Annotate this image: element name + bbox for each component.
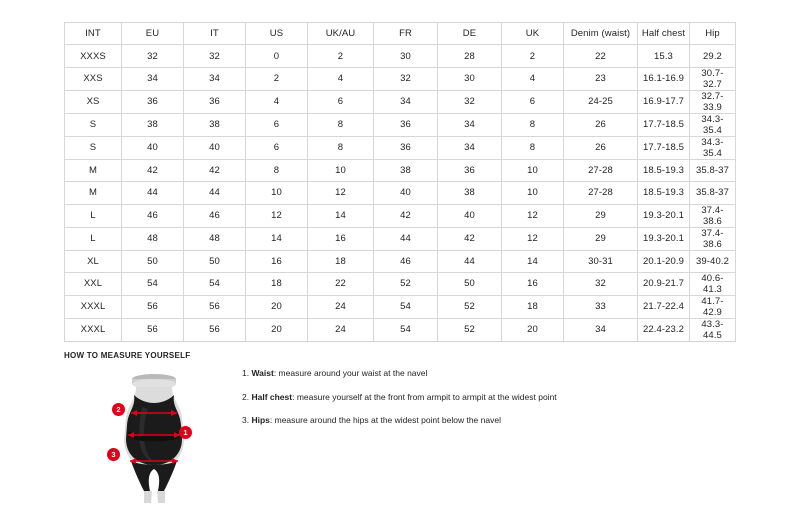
cell-it: 32	[184, 45, 246, 67]
cell-int: L	[65, 227, 122, 250]
cell-uk-au: 14	[308, 204, 374, 227]
cell-de: 50	[438, 272, 502, 295]
cell-us: 16	[246, 250, 308, 272]
cell-us: 6	[246, 136, 308, 159]
cell-uk: 2	[502, 45, 564, 67]
cell-de: 30	[438, 67, 502, 90]
table-row	[65, 250, 736, 272]
cell-it: 46	[184, 204, 246, 227]
cell-uk: 6	[502, 90, 564, 113]
table-row	[65, 113, 736, 136]
cell-uk: 12	[502, 204, 564, 227]
cell-fr: 38	[374, 159, 438, 181]
cell-denim-waist: 26	[564, 113, 638, 136]
cell-us: 20	[246, 318, 308, 341]
cell-uk: 14	[502, 250, 564, 272]
cell-fr: 40	[374, 182, 438, 204]
cell-half-chest: 15.3	[638, 45, 690, 67]
cell-uk-au: 4	[308, 67, 374, 90]
column-header-us: US	[246, 23, 308, 45]
measure-bullet-2: 2	[112, 403, 125, 416]
column-header-hip: Hip	[690, 23, 736, 45]
measure-step-number-3: 3.	[242, 415, 250, 425]
cell-it: 54	[184, 272, 246, 295]
column-header-half-chest: Half chest	[638, 23, 690, 45]
cell-denim-waist: 23	[564, 67, 638, 90]
cell-hip: 37.4-38.6	[690, 227, 736, 250]
cell-fr: 30	[374, 45, 438, 67]
cell-eu: 34	[122, 67, 184, 90]
cell-denim-waist: 27-28	[564, 182, 638, 204]
table-row	[65, 272, 736, 295]
cell-uk-au: 16	[308, 227, 374, 250]
cell-us: 2	[246, 67, 308, 90]
cell-half-chest: 16.1-16.9	[638, 67, 690, 90]
column-header-eu: EU	[122, 23, 184, 45]
cell-half-chest: 22.4-23.2	[638, 318, 690, 341]
cell-fr: 52	[374, 272, 438, 295]
cell-eu: 40	[122, 136, 184, 159]
measure-step-waist	[242, 368, 742, 379]
cell-denim-waist: 34	[564, 318, 638, 341]
cell-de: 34	[438, 113, 502, 136]
measure-step-term-1: Waist	[251, 368, 274, 378]
cell-int: L	[65, 204, 122, 227]
cell-half-chest: 17.7-18.5	[638, 113, 690, 136]
cell-us: 8	[246, 159, 308, 181]
cell-de: 36	[438, 159, 502, 181]
measure-step-text-3: : measure around the hips at the widest point below the navel	[269, 415, 501, 425]
cell-int: S	[65, 136, 122, 159]
column-header-it: IT	[184, 23, 246, 45]
cell-uk: 8	[502, 113, 564, 136]
how-to-measure-heading: HOW TO MEASURE YOURSELF	[64, 351, 191, 360]
cell-hip: 43.3-44.5	[690, 318, 736, 341]
cell-denim-waist: 29	[564, 227, 638, 250]
cell-fr: 36	[374, 113, 438, 136]
cell-hip: 34.3-35.4	[690, 113, 736, 136]
cell-half-chest: 17.7-18.5	[638, 136, 690, 159]
cell-fr: 54	[374, 318, 438, 341]
cell-it: 48	[184, 227, 246, 250]
cell-half-chest: 16.9-17.7	[638, 90, 690, 113]
cell-us: 14	[246, 227, 308, 250]
cell-fr: 46	[374, 250, 438, 272]
cell-uk-au: 8	[308, 136, 374, 159]
cell-fr: 32	[374, 67, 438, 90]
cell-int: XXXL	[65, 318, 122, 341]
measure-step-hips	[242, 415, 742, 426]
measure-step-text-2: : measure yourself at the front from armpit to armpit at the widest point	[292, 391, 557, 402]
cell-half-chest: 18.5-19.3	[638, 159, 690, 181]
cell-half-chest: 19.3-20.1	[638, 227, 690, 250]
cell-de: 44	[438, 250, 502, 272]
measure-step-term-2: Half chest	[251, 391, 293, 402]
column-header-int: INT	[65, 23, 122, 45]
table-row	[65, 67, 736, 90]
cell-it: 50	[184, 250, 246, 272]
how-to-measure-section	[64, 365, 744, 505]
cell-us: 10	[246, 182, 308, 204]
table-row	[65, 159, 736, 181]
cell-us: 12	[246, 204, 308, 227]
cell-uk: 12	[502, 227, 564, 250]
cell-fr: 42	[374, 204, 438, 227]
cell-uk-au: 12	[308, 182, 374, 204]
cell-uk: 20	[502, 318, 564, 341]
cell-fr: 44	[374, 227, 438, 250]
cell-fr: 54	[374, 295, 438, 318]
cell-it: 56	[184, 295, 246, 318]
column-header-de: DE	[438, 23, 502, 45]
cell-eu: 42	[122, 159, 184, 181]
cell-hip: 34.3-35.4	[690, 136, 736, 159]
cell-hip: 29.2	[690, 45, 736, 67]
cell-de: 34	[438, 136, 502, 159]
cell-eu: 48	[122, 227, 184, 250]
table-header	[65, 23, 736, 45]
cell-eu: 50	[122, 250, 184, 272]
cell-hip: 39-40.2	[690, 250, 736, 272]
cell-us: 0	[246, 45, 308, 67]
cell-uk: 16	[502, 272, 564, 295]
table-row	[65, 90, 736, 113]
measure-step-term-3: Hips	[251, 415, 270, 425]
cell-us: 4	[246, 90, 308, 113]
cell-hip: 30.7-32.7	[690, 67, 736, 90]
cell-half-chest: 21.7-22.4	[638, 295, 690, 318]
cell-it: 44	[184, 182, 246, 204]
measure-bullet-3: 3	[107, 448, 120, 461]
cell-it: 40	[184, 136, 246, 159]
cell-uk-au: 2	[308, 45, 374, 67]
cell-eu: 36	[122, 90, 184, 113]
cell-uk-au: 8	[308, 113, 374, 136]
cell-it: 56	[184, 318, 246, 341]
cell-half-chest: 19.3-20.1	[638, 204, 690, 227]
cell-eu: 56	[122, 295, 184, 318]
cell-int: M	[65, 182, 122, 204]
cell-int: XL	[65, 250, 122, 272]
measure-bullet-1: 1	[179, 426, 192, 439]
cell-de: 40	[438, 204, 502, 227]
cell-uk-au: 22	[308, 272, 374, 295]
cell-hip: 37.4-38.6	[690, 204, 736, 227]
cell-denim-waist: 32	[564, 272, 638, 295]
cell-uk: 4	[502, 67, 564, 90]
measure-step-text-1: : measure around your waist at the navel	[273, 368, 428, 378]
cell-uk-au: 10	[308, 159, 374, 181]
cell-uk-au: 24	[308, 318, 374, 341]
cell-int: S	[65, 113, 122, 136]
cell-int: XXL	[65, 272, 122, 295]
cell-eu: 38	[122, 113, 184, 136]
cell-de: 42	[438, 227, 502, 250]
table-row	[65, 295, 736, 318]
cell-denim-waist: 33	[564, 295, 638, 318]
measure-step-number-2: 2.	[242, 391, 250, 402]
table-row	[65, 318, 736, 341]
cell-uk: 10	[502, 159, 564, 181]
cell-fr: 36	[374, 136, 438, 159]
cell-denim-waist: 30-31	[564, 250, 638, 272]
cell-fr: 34	[374, 90, 438, 113]
cell-hip: 35.8-37	[690, 182, 736, 204]
cell-half-chest: 20.9-21.7	[638, 272, 690, 295]
cell-eu: 46	[122, 204, 184, 227]
cell-int: XXS	[65, 67, 122, 90]
cell-denim-waist: 24-25	[564, 90, 638, 113]
table-row	[65, 204, 736, 227]
column-header-fr: FR	[374, 23, 438, 45]
cell-de: 38	[438, 182, 502, 204]
mannequin-figure-icon	[84, 365, 224, 505]
cell-half-chest: 20.1-20.9	[638, 250, 690, 272]
cell-hip: 35.8-37	[690, 159, 736, 181]
measure-step-number-1: 1.	[242, 368, 250, 378]
measure-step-half-chest	[242, 392, 742, 403]
cell-us: 20	[246, 295, 308, 318]
column-header-denim-waist: Denim (waist)	[564, 23, 638, 45]
cell-hip: 41.7-42.9	[690, 295, 736, 318]
size-chart-table-wrapper	[64, 22, 735, 342]
cell-us: 18	[246, 272, 308, 295]
cell-uk: 8	[502, 136, 564, 159]
cell-denim-waist: 26	[564, 136, 638, 159]
cell-uk-au: 18	[308, 250, 374, 272]
cell-uk: 18	[502, 295, 564, 318]
cell-it: 36	[184, 90, 246, 113]
cell-it: 38	[184, 113, 246, 136]
table-row	[65, 136, 736, 159]
cell-eu: 32	[122, 45, 184, 67]
cell-denim-waist: 29	[564, 204, 638, 227]
cell-de: 28	[438, 45, 502, 67]
cell-denim-waist: 22	[564, 45, 638, 67]
table-header-row	[65, 23, 736, 45]
table-row	[65, 182, 736, 204]
cell-denim-waist: 27-28	[564, 159, 638, 181]
cell-half-chest: 18.5-19.3	[638, 182, 690, 204]
column-header-uk: UK	[502, 23, 564, 45]
cell-it: 34	[184, 67, 246, 90]
cell-int: XXXS	[65, 45, 122, 67]
cell-de: 52	[438, 318, 502, 341]
cell-it: 42	[184, 159, 246, 181]
cell-uk-au: 24	[308, 295, 374, 318]
cell-us: 6	[246, 113, 308, 136]
cell-int: XXXL	[65, 295, 122, 318]
cell-int: XS	[65, 90, 122, 113]
cell-eu: 54	[122, 272, 184, 295]
table-row	[65, 45, 736, 67]
cell-de: 52	[438, 295, 502, 318]
measure-instructions-list	[242, 368, 742, 439]
cell-hip: 32.7-33.9	[690, 90, 736, 113]
column-header-uk-au: UK/AU	[308, 23, 374, 45]
cell-uk: 10	[502, 182, 564, 204]
cell-int: M	[65, 159, 122, 181]
cell-hip: 40.6-41.3	[690, 272, 736, 295]
size-chart-table	[64, 22, 736, 342]
cell-eu: 56	[122, 318, 184, 341]
table-row	[65, 227, 736, 250]
cell-eu: 44	[122, 182, 184, 204]
table-body	[65, 45, 736, 342]
cell-de: 32	[438, 90, 502, 113]
cell-uk-au: 6	[308, 90, 374, 113]
